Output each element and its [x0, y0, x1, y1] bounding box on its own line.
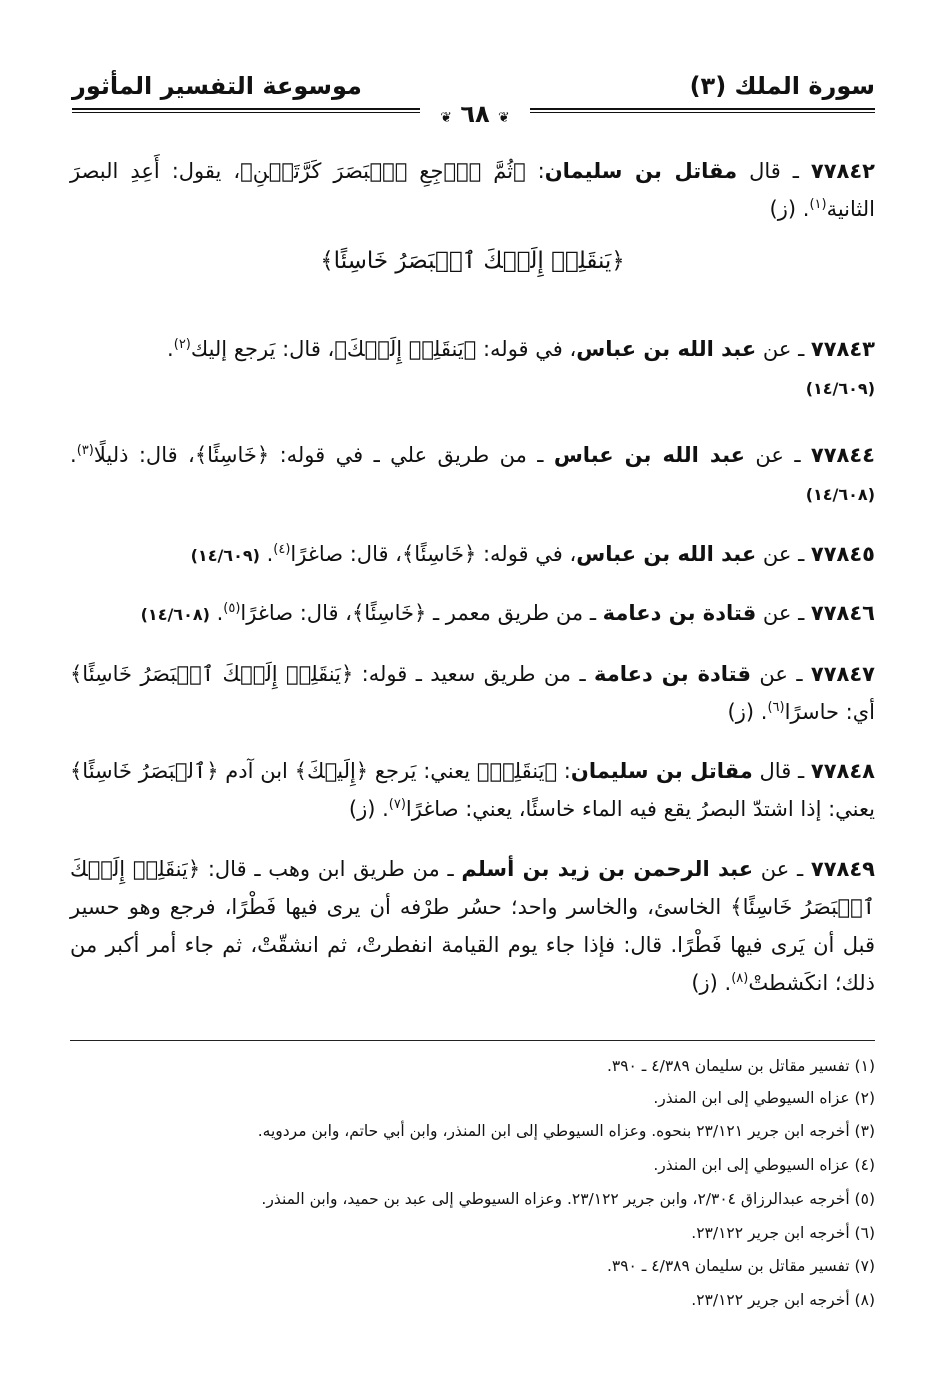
quran-quote: ﴿ثُمَّ ٱرۡجِعِ ٱلۡبَصَرَ كَرَّتَيۡنِ﴾: [240, 159, 526, 183]
page-number-value: ٦٨: [460, 100, 490, 128]
footnote-marker: (٤): [273, 542, 291, 557]
narrator: مقاتل بن سليمان: [570, 759, 753, 783]
entry-text: . (ز): [691, 971, 732, 995]
volume-reference: (١٤/٦٠٩): [805, 379, 875, 398]
entry: [70, 655, 875, 731]
footnote-marker: (١): [809, 197, 827, 212]
page-number: [420, 100, 530, 128]
entry-number: ٧٧٨٤٩: [810, 857, 875, 881]
volume-reference: (١٤/٦٠٨): [805, 485, 875, 504]
entry-text: ـ عن: [756, 542, 811, 566]
entry-number: ٧٧٨٤٣: [810, 337, 875, 361]
entry-text: ، في قوله:: [476, 337, 577, 361]
entry-text: الخاسئ، والخاسر واحد؛ حسُر طرْفه أن يرى فيها فَطْرًا، فرجع وهو حسير قبل أن يَرى فيها فَطْرًا. قال: فإذا جاء يوم القيامة انفطرتْ، ثم انشقّتْ، ثم جاء أمر أكبر من ذلك؛ انكَشطتْ: [70, 895, 875, 995]
footnote-marker: (٣): [76, 443, 94, 458]
narrator: قتادة بن دعامة: [594, 662, 752, 686]
footnote: (٧) تفسير مقاتل بن سليمان ٤/٣٨٩ ـ ٣٩٠.: [606, 1257, 875, 1275]
entry-text: ، يقول: أَعِدِ البصرَ الثانية: [70, 159, 875, 221]
entry-text: ، قال: يَرجع إليك: [190, 337, 335, 361]
footnote: (٣) أخرجه ابن جرير ٢٣/١٢١ بنحوه. وعزاه السيوطي إلى ابن المنذر، وابن أبي حاتم، وابن مردويه.: [257, 1122, 875, 1140]
entry-number: ٧٧٨٤٧: [810, 662, 875, 686]
footnote: (٤) عزاه السيوطي إلى ابن المنذر.: [653, 1156, 875, 1174]
footnote-marker: (٦): [767, 700, 785, 715]
entry-text: . (ز): [769, 197, 810, 221]
ornament-icon: ❦: [498, 110, 510, 126]
footnote-marker: (٧): [388, 797, 406, 812]
entry-number: ٧٧٨٤٨: [810, 759, 875, 783]
entry-text: :: [557, 759, 571, 783]
entry-text: .: [266, 542, 274, 566]
footnote-marker: (٨): [731, 971, 749, 986]
entry-text: يعني: يَرجع ﴿إِلَيۡكَ﴾ ابن آدم ﴿ٱلۡبَصَرُ خَاسِئًا﴾ يعني: إذا اشتدّ البصرُ يقع فيه الماء خاسئًا، يعني: صاغرًا: [70, 759, 875, 821]
footnote-marker: (٢): [173, 337, 191, 352]
quran-quote: ﴿خَاسِئًا﴾: [401, 542, 477, 566]
entry-text: ـ من طريق علي ـ في قوله:: [269, 443, 554, 467]
narrator: عبد الله بن عباس: [576, 337, 757, 361]
quran-quote: ﴿يَنقَلِبۡ إِلَيۡكَ ٱلۡبَصَرُ خَاسِئًا﴾: [70, 662, 354, 686]
entry-text: ـ عن: [756, 601, 811, 625]
entry-text: ، قال: صاغرًا: [290, 542, 402, 566]
quran-quote: ﴿خَاسِئًا﴾: [194, 443, 270, 467]
header-surah-title: سورة الملك (٣): [689, 72, 875, 100]
entry: [70, 152, 875, 228]
quran-quote: ﴿يَنقَلِبۡ إِلَيۡكَ﴾: [334, 337, 477, 361]
entry-number: ٧٧٨٤٥: [810, 542, 875, 566]
volume-reference: (١٤/٦٠٨): [140, 605, 210, 624]
entry-text: .: [167, 337, 174, 361]
footnote-marker: (٥): [223, 601, 241, 616]
narrator: عبد الله بن عباس: [553, 443, 745, 467]
quran-quote: ﴿يَنقَلِبۡ﴾: [476, 759, 558, 783]
narrator: مقاتل بن سليمان: [544, 159, 738, 183]
entry: [70, 436, 875, 514]
footnotes-rule: [70, 1040, 875, 1041]
entry-text: ـ عن: [753, 857, 811, 881]
footnote: (٢) عزاه السيوطي إلى ابن المنذر.: [653, 1089, 875, 1107]
quran-quote: ﴿خَاسِئًا﴾: [351, 601, 427, 625]
footnote: (١) تفسير مقاتل بن سليمان ٤/٣٨٩ ـ ٣٩٠.: [606, 1057, 875, 1075]
entry: [70, 330, 875, 408]
entry: [70, 535, 875, 575]
entry-text: ـ من طريق سعيد ـ قوله:: [353, 662, 595, 686]
entry-text: أي: حاسرًا: [784, 700, 875, 724]
entry-text: . (ز): [348, 797, 389, 821]
entry-text: ـ قال: [737, 159, 811, 183]
entry-text: ـ عن: [744, 443, 811, 467]
entry-number: ٧٧٨٤٦: [810, 601, 875, 625]
entry: [70, 752, 875, 828]
narrator: عبد الرحمن بن زيد بن أسلم: [461, 857, 754, 881]
ornament-icon: ❦: [440, 110, 452, 126]
entry-text: ـ قال: [752, 759, 811, 783]
volume-reference: (١٤/٦٠٩): [190, 546, 260, 565]
entry-text: ، قال: ذليلًا: [93, 443, 195, 467]
entry-number: ٧٧٨٤٢: [810, 159, 875, 183]
entry-text: .: [70, 443, 77, 467]
footnote: (٥) أخرجه عبدالرزاق ٢/٣٠٤، وابن جرير ٢٣/١٢٢. وعزاه السيوطي إلى عبد بن حميد، وابن المنذر.: [261, 1190, 875, 1208]
entry-text: :: [525, 159, 545, 183]
entry-text: ـ عن: [751, 662, 811, 686]
header-book-title: موسوعة التفسير المأثور: [72, 72, 362, 100]
entry-text: ، في قوله:: [476, 542, 577, 566]
entry-text: ـ عن: [756, 337, 811, 361]
entry-text: .: [216, 601, 224, 625]
entry: [70, 594, 875, 634]
section-heading: ﴿يَنقَلِبۡ إِلَيۡكَ ٱلۡبَصَرُ خَاسِئًا﴾: [320, 248, 625, 274]
narrator: قتادة بن دعامة: [602, 601, 757, 625]
footnote: (٦) أخرجه ابن جرير ٢٣/١٢٢.: [691, 1224, 875, 1242]
entry-text: ـ من طريق معمر ـ: [426, 601, 603, 625]
entry-text: . (ز): [727, 700, 768, 724]
entry: [70, 850, 875, 1002]
footnote: (٨) أخرجه ابن جرير ٢٣/١٢٢.: [691, 1291, 875, 1309]
quran-quote: ﴿يَنقَلِبۡ إِلَيۡكَ ٱلۡبَصَرُ خَاسِئًا﴾: [70, 857, 875, 919]
entry-text: ـ من طريق ابن وهب ـ قال:: [200, 857, 462, 881]
entry-text: ، قال: صاغرًا: [240, 601, 352, 625]
entry-number: ٧٧٨٤٤: [810, 443, 875, 467]
narrator: عبد الله بن عباس: [576, 542, 757, 566]
